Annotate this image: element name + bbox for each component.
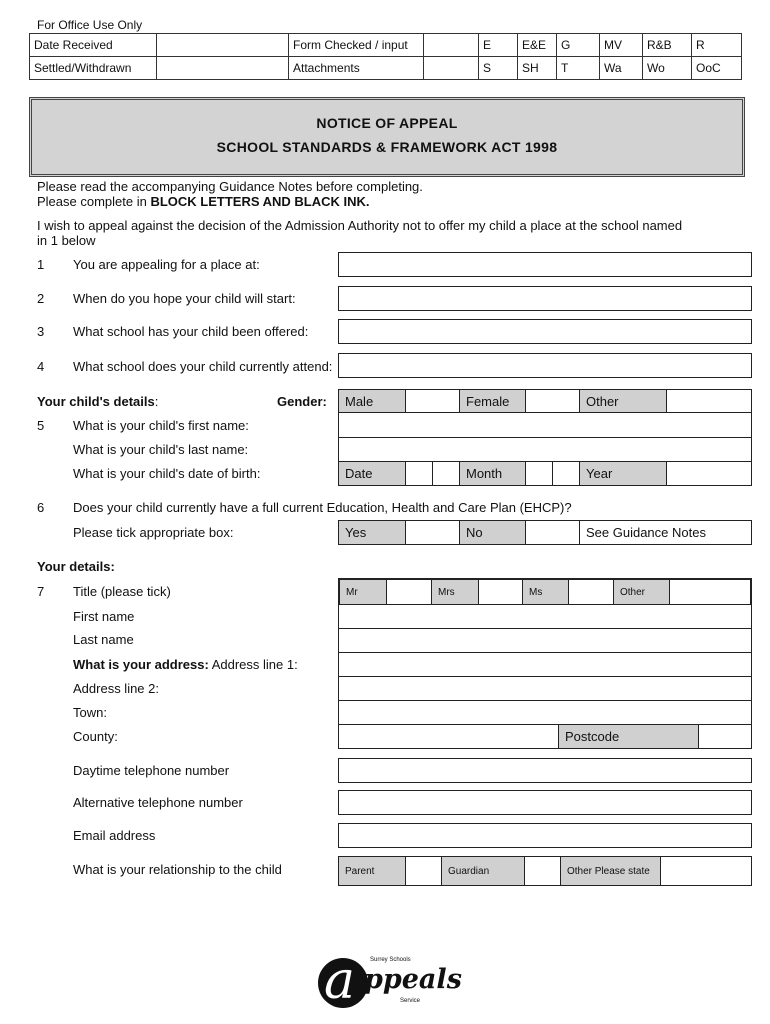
logo-word: ppeals: [364, 964, 462, 995]
offered-school-input[interactable]: [338, 319, 752, 344]
logo-bottom-text: Service: [400, 998, 421, 1004]
ehcp-no-label: No: [460, 521, 526, 544]
logo-letter: a: [324, 951, 356, 1011]
gender-male-box[interactable]: [406, 390, 460, 412]
office-cell[interactable]: [157, 57, 289, 80]
gender-grid: [338, 389, 752, 413]
county-input[interactable]: [339, 725, 559, 748]
child-details-heading: [37, 395, 158, 409]
postcode-label: Postcode: [559, 725, 699, 748]
title-other-box[interactable]: [670, 580, 750, 604]
office-cell: E: [479, 34, 518, 57]
office-cell: OoC: [692, 57, 742, 80]
office-cell: G: [557, 34, 600, 57]
relationship-parent-box[interactable]: [406, 857, 442, 885]
ehcp-grid: [338, 520, 752, 545]
relationship-other-label: Other Please state: [561, 857, 661, 885]
relationship-label: What is your relationship to the child: [73, 862, 282, 877]
q4-label: What school does your child currently attend:: [73, 360, 333, 374]
q3-label: What school has your child been offered:: [73, 324, 309, 339]
q3-number: 3: [37, 324, 45, 339]
office-use-heading: For Office Use Only: [37, 18, 143, 32]
first-name-input[interactable]: [339, 605, 751, 629]
your-details-heading: Your details:: [37, 559, 115, 574]
first-name-label: First name: [73, 609, 135, 624]
office-cell[interactable]: [157, 34, 289, 57]
q4-label-clip: [73, 360, 335, 374]
relationship-grid: [338, 856, 752, 886]
gender-male-label: Male: [339, 390, 406, 412]
q6-number: 6: [37, 500, 45, 515]
last-name-label: Last name: [73, 632, 134, 647]
intro-line-2-bold: BLOCK LETTERS AND BLACK INK.: [150, 194, 370, 209]
form-subtitle: SCHOOL STANDARDS & FRAMEWORK ACT 1998: [216, 139, 558, 155]
child-heading-colon: :: [154, 394, 159, 409]
address-line-2-input[interactable]: [339, 677, 751, 701]
ehcp-question: Does your child currently have a full current Education, Health and Care Plan (EHCP)?: [73, 500, 572, 515]
office-cell[interactable]: [424, 34, 479, 57]
dob-month-label: Month: [460, 462, 526, 485]
address-heading: What is your address:: [73, 657, 209, 672]
email-input[interactable]: [338, 823, 752, 848]
relationship-guardian-box[interactable]: [525, 857, 561, 885]
title-ms-label: Ms: [523, 580, 569, 604]
child-heading-text: Your child's details: [37, 394, 155, 409]
title-banner: [29, 97, 745, 177]
office-row-1: [30, 34, 742, 57]
dob-date-box-2[interactable]: [433, 462, 460, 485]
town-input[interactable]: [339, 701, 751, 725]
office-cell: Settled/Withdrawn: [30, 57, 157, 80]
relationship-other-input[interactable]: [661, 857, 751, 885]
ehcp-yes-label: Yes: [339, 521, 406, 544]
office-cell: Date Received: [30, 34, 157, 57]
q5-number: 5: [37, 418, 45, 433]
county-row: [339, 725, 751, 748]
appeal-statement-1: I wish to appeal against the decision of the Admission Authority not to offer my child a place at the school named: [37, 218, 683, 233]
intro-line-2-prefix: Please complete in: [37, 194, 151, 209]
child-dob-grid: [338, 461, 752, 486]
office-cell[interactable]: [424, 57, 479, 80]
title-mr-box[interactable]: [387, 580, 432, 604]
title-ms-box[interactable]: [569, 580, 614, 604]
ehcp-yes-box[interactable]: [406, 521, 460, 544]
office-cell: Form Checked / input: [289, 34, 424, 57]
office-cell: SH: [518, 57, 557, 80]
office-cell: Wo: [643, 57, 692, 80]
intro-line-2: [37, 195, 370, 209]
day-phone-input[interactable]: [338, 758, 752, 783]
title-options-row: [339, 579, 751, 605]
q7-number: 7: [37, 584, 45, 599]
address-line-2-label: Address line 2:: [73, 681, 159, 696]
relationship-guardian-label: Guardian: [442, 857, 525, 885]
address-line-1-label: [73, 658, 298, 672]
ehcp-tick-label: Please tick appropriate box:: [73, 525, 234, 540]
office-cell: T: [557, 57, 600, 80]
your-details-fields: [338, 578, 752, 749]
office-use-table: [29, 33, 742, 80]
child-first-name-label: What is your child's first name:: [73, 418, 249, 433]
office-cell: R&B: [643, 34, 692, 57]
ehcp-guidance-note: See Guidance Notes: [586, 525, 706, 540]
alt-phone-label: Alternative telephone number: [73, 795, 243, 810]
office-cell: Wa: [600, 57, 643, 80]
day-phone-label: Daytime telephone number: [73, 763, 230, 778]
start-date-input[interactable]: [338, 286, 752, 311]
address-line-1-text: Address line 1:: [208, 657, 298, 672]
alt-phone-input[interactable]: [338, 790, 752, 815]
q2-number: 2: [37, 291, 45, 306]
dob-month-box-2[interactable]: [553, 462, 580, 485]
gender-female-label: Female: [460, 390, 526, 412]
dob-date-label: Date: [339, 462, 406, 485]
appeal-statement-2: in 1 below: [37, 233, 96, 248]
q2-label: When do you hope your child will start:: [73, 291, 296, 306]
office-row-2: [30, 57, 742, 80]
office-cell: Attachments: [289, 57, 424, 80]
office-cell: MV: [600, 34, 643, 57]
child-last-name-label: What is your child's last name:: [73, 442, 249, 457]
dob-date-box-1[interactable]: [406, 462, 433, 485]
gender-other-box[interactable]: [667, 390, 751, 412]
office-cell: R: [692, 34, 742, 57]
child-first-name-input[interactable]: [339, 413, 751, 438]
county-label: County:: [73, 729, 118, 744]
q1-number: 1: [37, 257, 45, 272]
office-cell: S: [479, 57, 518, 80]
gender-label: Gender:: [277, 394, 327, 409]
child-dob-label: What is your child's date of birth:: [73, 466, 261, 481]
title-other-label: Other: [614, 580, 670, 604]
title-label: Title (please tick): [73, 584, 171, 599]
q4-number: 4: [37, 359, 45, 374]
dob-year-box[interactable]: [667, 462, 751, 485]
address-line-1-input[interactable]: [339, 653, 751, 677]
dob-month-box-1[interactable]: [526, 462, 553, 485]
relationship-parent-label: Parent: [339, 857, 406, 885]
ehcp-no-box[interactable]: [526, 521, 580, 544]
form-title: NOTICE OF APPEAL: [316, 115, 458, 131]
surrey-schools-appeals-logo: [318, 950, 468, 1020]
child-last-name-input[interactable]: [339, 438, 751, 462]
postcode-input[interactable]: [699, 725, 751, 748]
dob-year-label: Year: [580, 462, 667, 485]
email-label: Email address: [73, 828, 156, 843]
title-mrs-label: Mrs: [432, 580, 479, 604]
intro-line-1: Please read the accompanying Guidance Notes before completing.: [37, 179, 423, 194]
current-school-input[interactable]: [338, 353, 752, 378]
title-mr-label: Mr: [340, 580, 387, 604]
last-name-input[interactable]: [339, 629, 751, 653]
town-label: Town:: [73, 705, 107, 720]
q1-label: You are appealing for a place at:: [73, 257, 260, 272]
logo-top-text: Surrey Schools: [370, 957, 411, 963]
appeal-school-input[interactable]: [338, 252, 752, 277]
child-name-fields: [338, 412, 752, 462]
office-cell: E&E: [518, 34, 557, 57]
gender-female-box[interactable]: [526, 390, 580, 412]
gender-other-label: Other: [580, 390, 667, 412]
title-mrs-box[interactable]: [479, 580, 523, 604]
